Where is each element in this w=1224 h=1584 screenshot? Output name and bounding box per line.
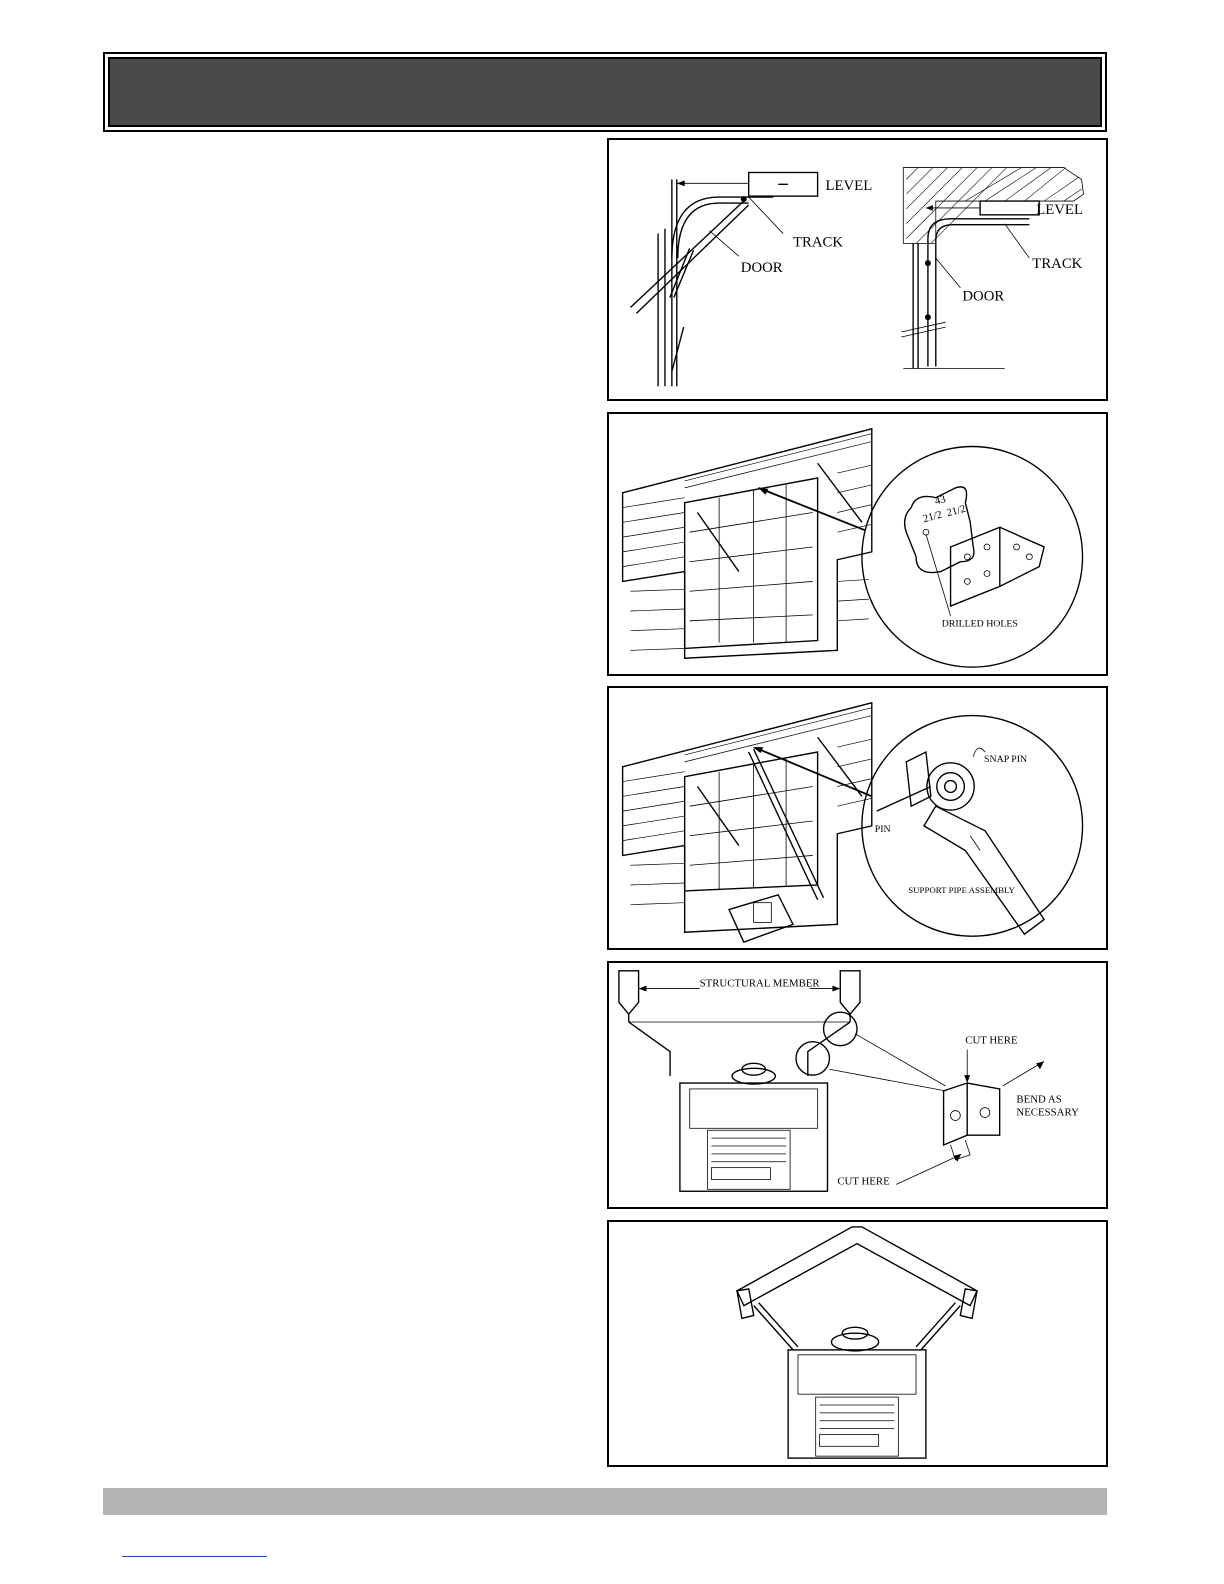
- cut-here-bottom-label: CUT HERE: [837, 1175, 890, 1188]
- support-pipe-diagram: [609, 688, 1106, 948]
- header-bracket-diagram: [609, 414, 1106, 674]
- dimension-left: 21/2: [921, 508, 944, 526]
- figure-support-pipe: [607, 686, 1108, 950]
- door-label-left: DOOR: [740, 259, 783, 276]
- bend-label-line2: NECESSARY: [1016, 1106, 1079, 1119]
- structural-member-diagram: [609, 963, 1106, 1207]
- track-label-right: TRACK: [1032, 256, 1083, 273]
- level-label-right: LEVEL: [1036, 201, 1083, 218]
- dimension-right: 21/2: [945, 502, 967, 520]
- bracket-assembly-diagram: [609, 1222, 1106, 1465]
- support-pipe-label: SUPPORT PIPE ASSEMBLY: [908, 884, 1015, 895]
- figure-bracket-assembly: [607, 1220, 1108, 1467]
- door-label-right: DOOR: [962, 288, 1005, 305]
- figure-level-track-door: [607, 138, 1108, 401]
- track-label-left: TRACK: [792, 234, 844, 251]
- dimension-top: 43: [933, 493, 948, 508]
- section-title-bar: [103, 52, 1107, 132]
- figure-structural-member: [607, 961, 1108, 1209]
- structural-member-label: STRUCTURAL MEMBER: [699, 977, 820, 990]
- bend-label-line1: BEND AS: [1016, 1093, 1062, 1106]
- level-label-left: LEVEL: [825, 178, 873, 195]
- footer-bar: [103, 1488, 1107, 1515]
- drilled-holes-label: DRILLED HOLES: [941, 618, 1018, 630]
- footer-link-underline[interactable]: [122, 1556, 267, 1557]
- pin-label: PIN: [874, 823, 891, 835]
- snap-pin-label: SNAP PIN: [984, 753, 1028, 765]
- cut-here-top-label: CUT HERE: [965, 1034, 1018, 1047]
- level-track-diagram: [609, 140, 1106, 399]
- figure-drilled-holes: [607, 412, 1108, 676]
- title-bar-fill: [109, 58, 1101, 126]
